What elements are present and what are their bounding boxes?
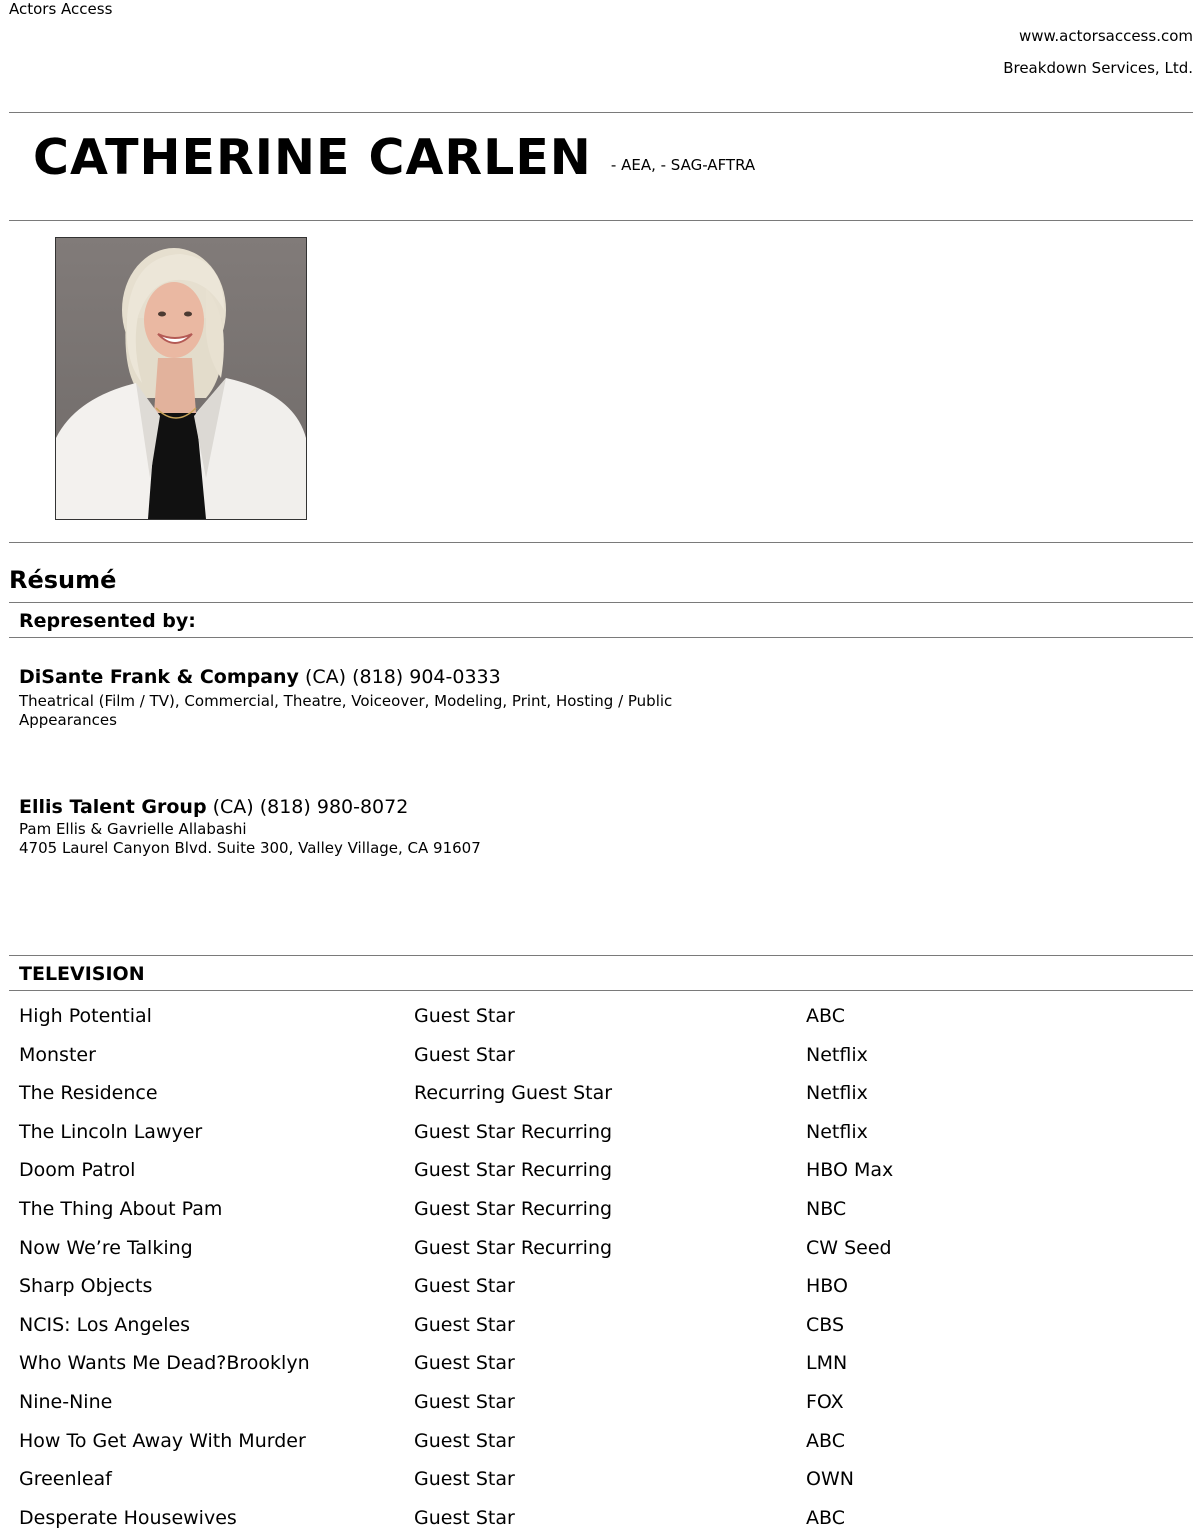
- table-row: [19, 1463, 1189, 1502]
- credit-role: Guest Star Recurring: [414, 1197, 613, 1220]
- credit-role: Recurring Guest Star: [414, 1082, 613, 1105]
- table-row: [19, 1116, 1189, 1155]
- credit-role: Guest Star: [414, 1352, 515, 1375]
- credit-network: OWN: [806, 1468, 854, 1491]
- table-row: [19, 1425, 1189, 1464]
- credit-title: Doom Patrol: [19, 1159, 136, 1182]
- credit-role: Guest Star: [414, 1390, 515, 1413]
- credit-network: NBC: [806, 1197, 847, 1220]
- agency-detail: 4705 Laurel Canyon Blvd. Suite 300, Valley Village, CA 91607: [19, 839, 481, 857]
- credit-title: How To Get Away With Murder: [19, 1429, 306, 1452]
- union-affiliations: - AEA, - SAG-AFTRA: [610, 156, 756, 174]
- table-row: [19, 1193, 1189, 1232]
- credit-title: Greenleaf: [19, 1468, 112, 1491]
- table-row: [19, 1154, 1189, 1193]
- divider: [9, 220, 1193, 221]
- agency-detail: Pam Ellis & Gavrielle Allabashi: [19, 820, 247, 838]
- table-row: [19, 1077, 1189, 1116]
- credit-title: Monster: [19, 1043, 96, 1066]
- credit-network: CW Seed: [806, 1236, 892, 1259]
- credit-role: Guest Star: [414, 1313, 515, 1336]
- credit-title: The Residence: [19, 1082, 158, 1105]
- credit-title: The Lincoln Lawyer: [19, 1120, 203, 1143]
- table-row: [19, 1232, 1189, 1271]
- table-row: [19, 1309, 1189, 1348]
- table-row: [19, 1039, 1189, 1078]
- agency-heading: [19, 795, 408, 819]
- agency-name: DiSante Frank & Company: [19, 666, 299, 688]
- credit-title: Now We’re Talking: [19, 1236, 193, 1259]
- agency-contact: (CA) (818) 904-0333: [305, 666, 501, 688]
- agency-contact: (CA) (818) 980-8072: [212, 796, 409, 818]
- headshot-photo[interactable]: [55, 237, 307, 520]
- credit-role: Guest Star: [414, 1005, 515, 1027]
- credit-network: ABC: [806, 1005, 845, 1027]
- divider: [9, 112, 1193, 113]
- divider: [9, 955, 1193, 956]
- credit-network: ABC: [806, 1429, 845, 1452]
- table-row: [19, 1000, 1189, 1039]
- credit-role: Guest Star Recurring: [414, 1236, 613, 1259]
- credit-role: Guest Star: [414, 1506, 515, 1529]
- site-url-link[interactable]: www.actorsaccess.com: [1018, 27, 1193, 45]
- actor-name: CATHERINE CARLEN: [33, 129, 592, 186]
- credit-title: High Potential: [19, 1005, 152, 1027]
- credit-network: Netflix: [806, 1082, 868, 1105]
- agency-name: Ellis Talent Group: [19, 796, 207, 818]
- credit-role: Guest Star Recurring: [414, 1159, 613, 1182]
- divider: [9, 542, 1193, 543]
- divider: [9, 602, 1193, 603]
- divider: [9, 990, 1193, 991]
- credit-network: Netflix: [806, 1120, 868, 1143]
- credit-network: Netflix: [806, 1043, 868, 1066]
- table-row: [19, 1386, 1189, 1425]
- credit-network: HBO Max: [806, 1159, 894, 1182]
- credit-role: Guest Star: [414, 1468, 515, 1491]
- agency-detail: Appearances: [19, 711, 117, 729]
- credit-title: NCIS: Los Angeles: [19, 1313, 191, 1336]
- headshot-illustration: [56, 238, 306, 519]
- credit-title: The Thing About Pam: [19, 1197, 223, 1220]
- television-credits-table: [19, 1000, 1189, 1540]
- table-row: [19, 1347, 1189, 1386]
- credit-network: ABC: [806, 1506, 845, 1529]
- agency-heading: [19, 665, 501, 689]
- credit-title: Sharp Objects: [19, 1275, 153, 1298]
- credit-role: Guest Star: [414, 1275, 515, 1298]
- agency-detail: Theatrical (Film / TV), Commercial, Theatre, Voiceover, Modeling, Print, Hosting / Public: [19, 692, 673, 710]
- represented-by-label: Represented by:: [19, 610, 196, 632]
- divider: [9, 637, 1193, 638]
- site-name: Actors Access: [9, 0, 113, 18]
- resume-title: Résumé: [9, 566, 117, 594]
- credit-network: HBO: [806, 1275, 848, 1298]
- table-row: [19, 1502, 1189, 1540]
- credit-network: LMN: [806, 1352, 848, 1375]
- credit-network: CBS: [806, 1313, 845, 1336]
- credit-role: Guest Star: [414, 1429, 515, 1452]
- credit-role: Guest Star: [414, 1043, 515, 1066]
- credit-network: FOX: [806, 1390, 844, 1413]
- credit-role: Guest Star Recurring: [414, 1120, 613, 1143]
- table-row: [19, 1270, 1189, 1309]
- credit-title: Desperate Housewives: [19, 1506, 237, 1529]
- credit-title: Who Wants Me Dead?Brooklyn: [19, 1352, 310, 1375]
- site-company: Breakdown Services, Ltd.: [1003, 59, 1193, 77]
- actor-header: [33, 128, 755, 188]
- television-label: TELEVISION: [19, 963, 145, 985]
- credit-title: Nine-Nine: [19, 1390, 113, 1413]
